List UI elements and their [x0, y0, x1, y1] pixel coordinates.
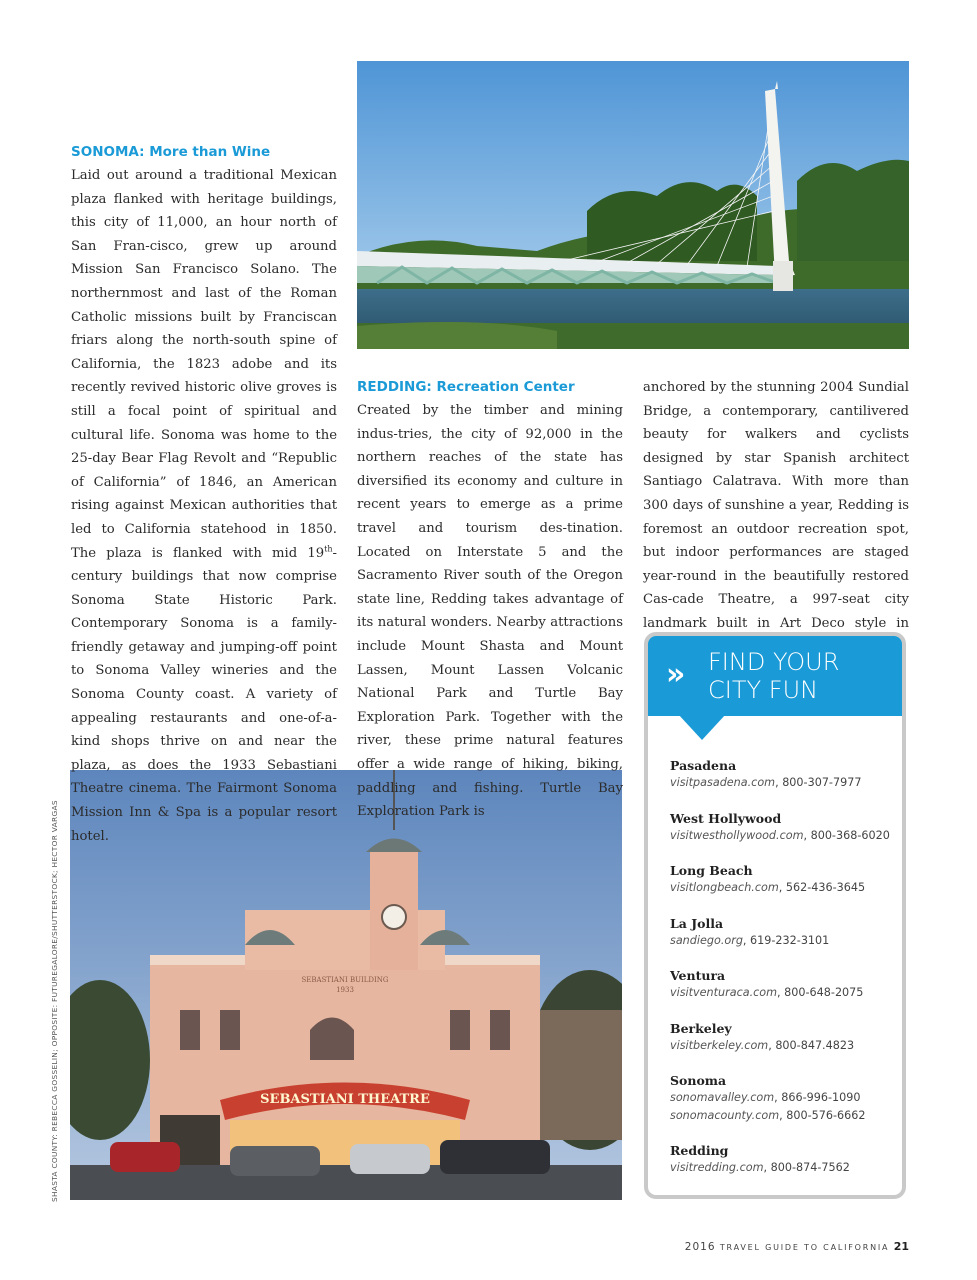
city-entry-berkeley: Berkeley visitberkeley.com, 800-847.4823: [670, 1021, 855, 1052]
find-box-title: FIND YOUR CITY FUN: [708, 648, 840, 704]
building-sign-text: SEBASTIANI BUILDING: [301, 976, 389, 984]
redding-article-continued: anchored by the stunning 2004 Sundial Bridge, a contemporary, cantilivered beauty for walkers and cyclists designed by star Spanish architect Santiago Calatrava. With more than 300 days of sunshine a year, Redding is foremost an outdoor recreation spot, but indoor performances are staged year-round in the beautifully restored Cas-cade Theatre, a 997-seat city landmark built in Art Deco style in: [643, 376, 909, 659]
page-number: 21: [893, 1240, 909, 1253]
city-entry-pasadena: Pasadena visitpasadena.com, 800-307-7977: [670, 758, 862, 789]
footer-publication-title: TRAVEL GUIDE TO CALIFORNIA: [719, 1243, 890, 1252]
footer-year: 2016: [684, 1241, 716, 1253]
sonoma-heading: SONOMA: More than Wine: [71, 144, 271, 160]
city-entry-west-hollywood: West Hollywood visitwesthollywood.com, 800-368-6020: [670, 811, 890, 842]
city-entry-long-beach: Long Beach visitlongbeach.com, 562-436-3645: [670, 863, 866, 894]
city-entry-ventura: Ventura visitventuraca.com, 800-648-2075: [670, 968, 864, 999]
sonoma-article-text: Laid out around a traditional Mexican plaza flanked with heritage buildings, this city of 11,000, an hour north of San Fran-cisco, grew up around Mission San Francisco Solano. The northernmost and last of the Roman Catholic missions built by Franciscan friars along the north-south spine of California, the 1823 adobe and its recently revived historic olive groves is still a focal point of spiritual and cultural life. Sonoma was home to the 25-day Bear Flag Revolt and “Republic of California” of 1846, an American rising against Mexican authorities that led to California statehood in 1850. The plaza is flanked with mid 19th-century buildings that now comprise Sonoma State Historic Park. Contemporary Sonoma is a family-friendly getaway and jumping-off point to Sonoma Valley wineries and the Sonoma County coast. A variety of appealing restaurants and one-of-a-kind shops thrive on and near the plaza, as does the 1933 Sebastiani Theatre cinema. The Fairmont Sonoma Mission Inn & Spa is a popular resort hotel.: [71, 168, 337, 844]
sundial-bridge-photo: [357, 61, 909, 349]
find-your-city-fun-box: [644, 632, 906, 1199]
city-entry-sonoma: Sonoma sonomavalley.com, 866-996-1090 sonomacounty.com, 800-576-6662: [670, 1073, 866, 1122]
city-entry-redding: Redding visitredding.com, 800-874-7562: [670, 1143, 850, 1174]
page-footer: [685, 1240, 909, 1253]
building-year-text: 1933: [336, 986, 354, 994]
marquee-text: SEBASTIANI THEATRE: [260, 1092, 430, 1107]
redding-article-text: Created by the timber and mining indus-tries, the city of 92,000 in the northern reaches of the state has diversified its economy and culture in recent years to emerge as a prime travel and tourism des-tination. Located on Interstate 5 and the Sacramento River south of the Oregon state line, Redding takes advantage of its natural wonders. Nearby attractions include Mount Shasta and Mount Lassen, Mount Lassen Volcanic National Park and Turtle Bay Exploration Park. Together with the river, these prime natural features offer a wide range of hiking, biking, paddling and fishing. Turtle Bay Exploration Park is: [357, 403, 623, 820]
city-entry-la-jolla: La Jolla sandiego.org, 619-232-3101: [670, 916, 830, 947]
find-box-header: [648, 636, 902, 716]
find-box-pointer: [678, 714, 726, 740]
photo-credit: SHASTA COUNTY: REBECCA GOSSELIN; OPPOSITE: FUTUREGALORE/SHUTTERSTOCK; HECTOR VARGAS: [50, 800, 59, 1202]
redding-heading: REDDING: Recreation Center: [357, 379, 575, 395]
double-chevron-icon: »: [666, 657, 686, 692]
